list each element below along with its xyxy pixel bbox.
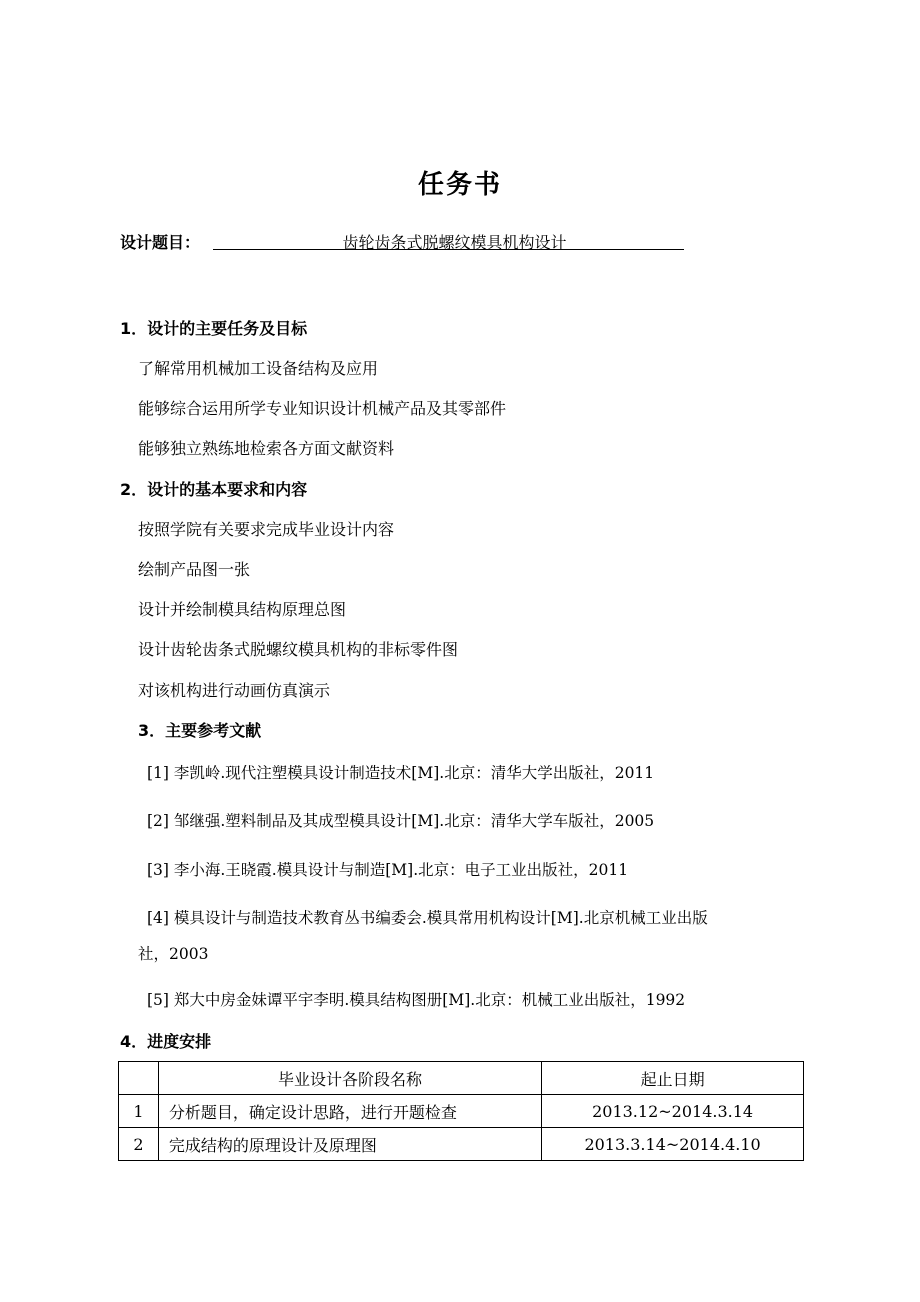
table-row [119, 1128, 804, 1161]
topic-label: 设计题目： [120, 233, 201, 252]
reference-item: [5] 郑大中房金妹谭平宇李明.模具结构图册[M].北京：机械工业出版社，1992 [147, 991, 686, 1009]
header-cell-index [119, 1062, 159, 1095]
section1-heading: 1．设计的主要任务及目标 [120, 319, 308, 338]
section2-item: 对该机构进行动画仿真演示 [138, 681, 331, 700]
row-stage: 分析题目，确定设计思路，进行开题检查 [158, 1095, 541, 1128]
page-title: 任务书 [417, 170, 502, 200]
schedule-table [118, 1061, 804, 1161]
section1-item: 能够独立熟练地检索各方面文献资料 [138, 439, 395, 458]
row-date: 2013.12~2014.3.14 [542, 1095, 804, 1128]
row-index: 2 [119, 1128, 159, 1161]
header-cell-stage: 毕业设计各阶段名称 [158, 1062, 541, 1095]
reference-item: [1] 李凯岭.现代注塑模具设计制造技术[M].北京：清华大学出版社，2011 [147, 764, 655, 782]
section2-heading: 2．设计的基本要求和内容 [120, 480, 308, 499]
section2-item: 按照学院有关要求完成毕业设计内容 [138, 520, 395, 539]
reference-item: [4] 模具设计与制造技术教育丛书编委会.模具常用机构设计[M].北京机械工业出版 [147, 909, 708, 927]
reference-item: [3] 李小海.王晓霞.模具设计与制造[M].北京：电子工业出版社，2011 [147, 861, 629, 879]
section4-heading: 4．进度安排 [120, 1032, 212, 1051]
row-stage: 完成结构的原理设计及原理图 [158, 1128, 541, 1161]
header-cell-date: 起止日期 [542, 1062, 804, 1095]
section1-item: 了解常用机械加工设备结构及应用 [138, 359, 379, 378]
reference-item-continuation: 社，2003 [138, 945, 209, 963]
reference-item: [2] 邹继强.塑料制品及其成型模具设计[M].北京：清华大学车版社，2005 [147, 812, 655, 830]
section1-item: 能够综合运用所学专业知识设计机械产品及其零部件 [138, 399, 507, 418]
row-date: 2013.3.14~2014.4.10 [542, 1128, 804, 1161]
section2-item: 设计并绘制模具结构原理总图 [138, 600, 347, 619]
section2-item: 绘制产品图一张 [138, 560, 251, 579]
topic-value: 齿轮齿条式脱螺纹模具机构设计 [213, 230, 684, 250]
row-index: 1 [119, 1095, 159, 1128]
section2-item: 设计齿轮齿条式脱螺纹模具机构的非标零件图 [138, 640, 459, 659]
table-header-row [119, 1062, 804, 1095]
section3-heading: 3．主要参考文献 [138, 721, 262, 740]
table-row [119, 1095, 804, 1128]
